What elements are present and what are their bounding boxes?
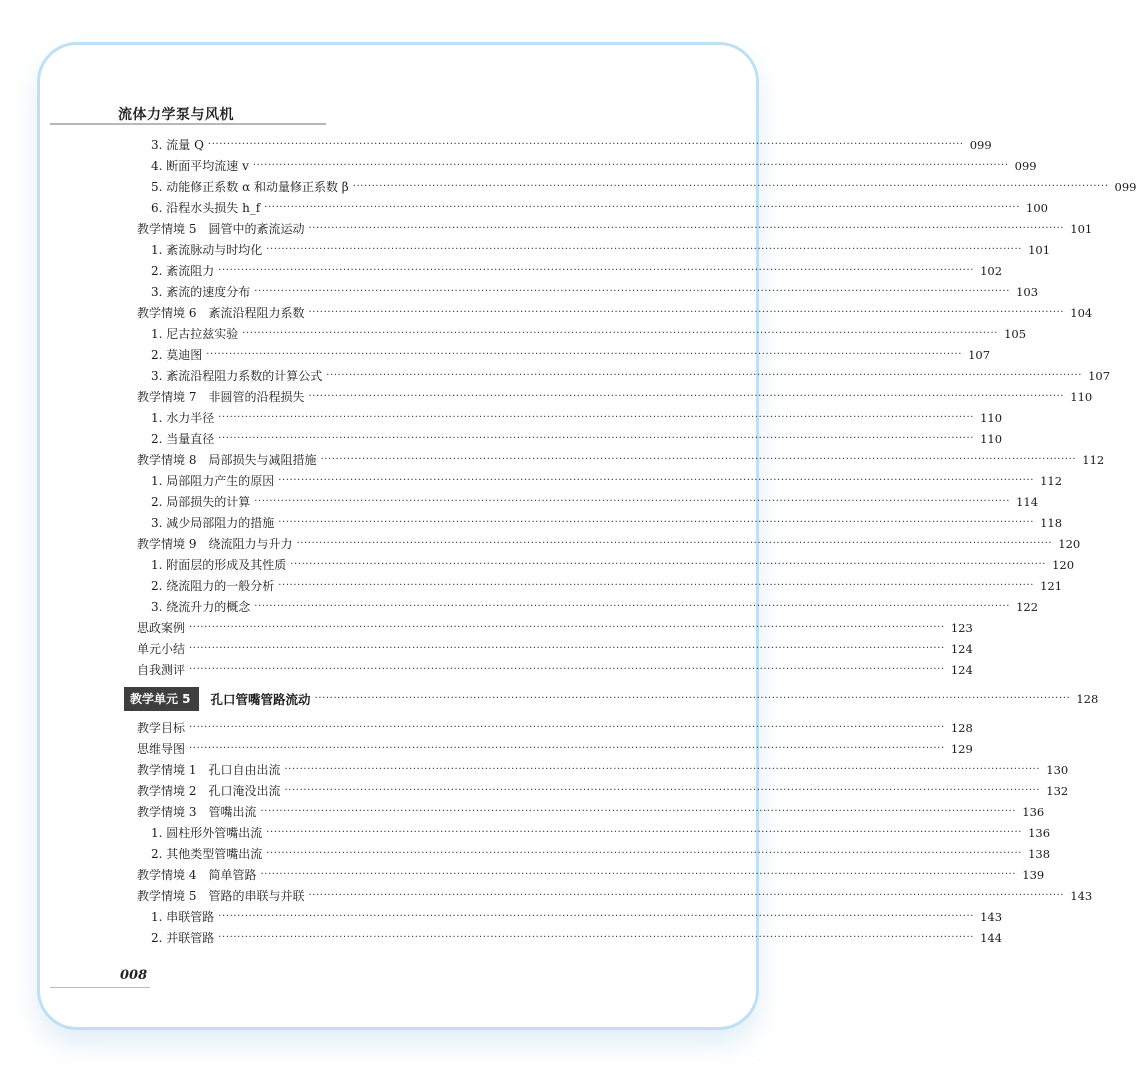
dot-leader: ········································································································································································································ <box>260 869 1017 880</box>
toc-entry-page: 105 <box>1004 326 1027 341</box>
toc-entry[interactable] <box>137 864 1045 885</box>
toc-entry-label: 教学情境 9 绕流阻力与升力 <box>137 537 293 551</box>
toc-entry[interactable] <box>137 843 1051 864</box>
toc-entry-page: 110 <box>980 431 1003 446</box>
toc-entry[interactable] <box>137 491 1039 512</box>
toc-entry-page: 099 <box>969 137 992 152</box>
toc-entry-label: 教学目标 <box>137 721 186 735</box>
dot-leader: ········································································································································································································ <box>254 286 1011 297</box>
toc-entry-label: 3. 紊流的速度分布 <box>151 285 251 299</box>
toc-entry[interactable] <box>137 281 1039 302</box>
toc-entry-label: 1. 尼古拉兹实验 <box>151 327 239 341</box>
toc-entry-label: 教学情境 2 孔口淹没出流 <box>137 784 281 798</box>
toc-entry[interactable] <box>137 759 1069 780</box>
toc-entry-page: 110 <box>1070 389 1093 404</box>
dot-leader: ········································································································································································································ <box>290 559 1047 570</box>
toc-entry-page: 120 <box>1052 557 1075 572</box>
dot-leader: ········································································································································································································ <box>308 223 1065 234</box>
dot-leader: ········································································································································································································ <box>284 764 1041 775</box>
toc-entry-page: 132 <box>1046 783 1069 798</box>
dot-leader: ········································································································································································································ <box>189 643 945 654</box>
toc-entry[interactable] <box>137 134 992 155</box>
toc-entry-page: 114 <box>1016 494 1039 509</box>
toc-entry[interactable] <box>137 344 991 365</box>
dot-leader: ········································································································································································································ <box>264 202 1020 213</box>
dot-leader: ········································································································································································································ <box>352 181 1109 192</box>
unit-badge: 教学单元 5 <box>124 687 199 711</box>
toc-entry-page: 136 <box>1022 804 1045 819</box>
toc-entry-page: 139 <box>1022 867 1045 882</box>
toc-entry[interactable] <box>137 596 1039 617</box>
toc-entry[interactable] <box>137 218 1093 239</box>
toc-entry-page: 103 <box>1016 284 1039 299</box>
toc-entry-page: 110 <box>980 410 1003 425</box>
toc-entry-label: 1. 串联管路 <box>151 910 215 924</box>
toc-entry-label: 教学情境 5 管路的串联与并联 <box>137 889 305 903</box>
toc-entry-page: 099 <box>1014 158 1037 173</box>
toc-entry-page: 101 <box>1070 221 1093 236</box>
toc-entry-page: 123 <box>950 620 973 635</box>
toc-entry-page: 112 <box>1040 473 1063 488</box>
toc-entry[interactable] <box>137 260 1003 281</box>
toc-entry-page: 128 <box>1076 691 1099 706</box>
toc-entry-label: 2. 局部损失的计算 <box>151 495 251 509</box>
toc-entry-label: 自我测评 <box>137 663 186 677</box>
toc-entry-label: 2. 并联管路 <box>151 931 215 945</box>
toc-entry-page: 102 <box>980 263 1003 278</box>
dot-leader: ········································································································································································································ <box>308 307 1065 318</box>
dot-leader: ········································································································································································································ <box>218 265 975 276</box>
toc-entry-label: 5. 动能修正系数 α 和动量修正系数 β <box>151 180 349 194</box>
toc-entry[interactable] <box>137 927 1003 948</box>
dot-leader: ········································································································································································································ <box>218 911 975 922</box>
toc-entry[interactable] <box>137 717 973 738</box>
page-number: 008 <box>120 968 148 983</box>
toc-entry-label: 3. 减少局部阻力的措施 <box>151 516 275 530</box>
toc-entry-label: 6. 沿程水头损失 h_f <box>151 201 261 215</box>
toc-entry-label: 2. 其他类型管嘴出流 <box>151 847 263 861</box>
toc-entry-label: 孔口管嘴管路流动 <box>210 691 311 707</box>
dot-leader: ········································································································································································································ <box>320 454 1077 465</box>
footer-rule <box>50 987 150 988</box>
toc-entry-label: 单元小结 <box>137 642 186 656</box>
toc-entry[interactable] <box>137 906 1003 927</box>
toc-entry-label: 2. 紊流阻力 <box>151 264 215 278</box>
toc-entry-page: 100 <box>1026 200 1048 215</box>
toc-entry[interactable] <box>137 533 1081 554</box>
dot-leader: ········································································································································································································ <box>284 785 1041 796</box>
toc-entry[interactable] <box>137 659 973 680</box>
dot-leader: ········································································································································································································ <box>218 932 975 943</box>
dot-leader: ········································································································································································································ <box>278 580 1035 591</box>
dot-leader: ········································································································································································································ <box>189 743 945 754</box>
toc-entry-page: 130 <box>1046 762 1069 777</box>
toc-entry-label: 1. 圆柱形外管嘴出流 <box>151 826 263 840</box>
toc-entry-label: 1. 附面层的形成及其性质 <box>151 558 287 572</box>
toc-entry-page: 138 <box>1028 846 1051 861</box>
toc-entry-page: 136 <box>1028 825 1051 840</box>
toc-entry[interactable] <box>137 239 1051 260</box>
toc-entry-page: 143 <box>980 909 1003 924</box>
toc-entry-page: 104 <box>1070 305 1093 320</box>
toc-entry-page: 107 <box>968 347 991 362</box>
dot-leader: ········································································································································································································ <box>242 328 999 339</box>
toc-entry[interactable] <box>137 638 973 659</box>
toc-unit-heading[interactable] <box>130 684 1099 713</box>
toc-entry[interactable] <box>137 512 1063 533</box>
dot-leader: ········································································································································································································ <box>266 827 1023 838</box>
toc-entry-page: 101 <box>1028 242 1051 257</box>
toc-entry-page: 143 <box>1070 888 1093 903</box>
toc-entry-label: 教学情境 1 孔口自由出流 <box>137 763 281 777</box>
dot-leader: ········································································································································································································ <box>314 693 1071 704</box>
toc-entry-label: 1. 紊流脉动与时均化 <box>151 243 263 257</box>
toc-entry-page: 121 <box>1040 578 1063 593</box>
dot-leader: ········································································································································································································ <box>254 496 1011 507</box>
toc-entry-label: 4. 断面平均流速 v <box>151 159 249 173</box>
toc-entry[interactable] <box>137 801 1045 822</box>
toc-entry[interactable] <box>137 738 973 759</box>
toc-entry-page: 118 <box>1040 515 1063 530</box>
dot-leader: ········································································································································································································ <box>207 139 964 150</box>
toc-entry-label: 1. 水力半径 <box>151 411 215 425</box>
toc-entry-label: 教学情境 3 管嘴出流 <box>137 805 257 819</box>
dot-leader: ········································································································································································································ <box>278 475 1035 486</box>
toc-entry-label: 3. 流量 Q <box>151 138 204 152</box>
toc-entry-page: 107 <box>1088 368 1111 383</box>
toc-entry[interactable] <box>137 176 1137 197</box>
toc-entry[interactable] <box>137 428 1003 449</box>
toc-entry[interactable] <box>137 302 1093 323</box>
toc-entry[interactable] <box>137 386 1093 407</box>
toc-entry-label: 2. 当量直径 <box>151 432 215 446</box>
toc-entry-page: 122 <box>1016 599 1039 614</box>
toc-entry-page: 112 <box>1082 452 1105 467</box>
toc-entry[interactable] <box>137 554 1075 575</box>
toc-entry[interactable] <box>137 470 1063 491</box>
toc-entry[interactable] <box>137 575 1063 596</box>
dot-leader: ········································································································································································································ <box>308 391 1065 402</box>
dot-leader: ········································································································································································································ <box>260 806 1017 817</box>
toc-entry[interactable] <box>137 617 973 638</box>
toc-entry-page: 124 <box>950 641 973 656</box>
toc-entry[interactable] <box>137 155 1037 176</box>
toc-entry-label: 教学情境 7 非圆管的沿程损失 <box>137 390 305 404</box>
dot-leader: ········································································································································································································ <box>254 601 1011 612</box>
toc-entry-label: 3. 紊流沿程阻力系数的计算公式 <box>151 369 323 383</box>
toc-entry-label: 教学情境 5 圆管中的紊流运动 <box>137 222 305 236</box>
toc-entry-page: 128 <box>950 720 973 735</box>
dot-leader: ········································································································································································································ <box>189 722 945 733</box>
toc-entry[interactable] <box>137 780 1069 801</box>
toc-entry[interactable] <box>137 323 1027 344</box>
running-head-title: 流体力学泵与风机 <box>118 107 234 123</box>
toc-entry-label: 2. 绕流阻力的一般分析 <box>151 579 275 593</box>
dot-leader: ········································································································································································································ <box>206 349 963 360</box>
dot-leader: ········································································································································································································ <box>266 244 1023 255</box>
toc-entry[interactable] <box>137 449 1105 470</box>
toc-entry-label: 教学情境 8 局部损失与减阻措施 <box>137 453 317 467</box>
dot-leader: ········································································································································································································ <box>189 622 945 633</box>
toc-entry[interactable] <box>137 365 1111 386</box>
dot-leader: ········································································································································································································ <box>326 370 1083 381</box>
toc-entry[interactable] <box>137 407 1003 428</box>
toc-entry-label: 2. 莫迪图 <box>151 348 203 362</box>
toc-entry-label: 3. 绕流升力的概念 <box>151 600 251 614</box>
toc-entry[interactable] <box>137 885 1093 906</box>
dot-leader: ········································································································································································································ <box>218 433 975 444</box>
toc-entry-page: 124 <box>950 662 973 677</box>
toc-entry-page: 120 <box>1058 536 1081 551</box>
dot-leader: ········································································································································································································ <box>266 848 1023 859</box>
dot-leader: ········································································································································································································ <box>296 538 1053 549</box>
header-rule <box>50 123 326 125</box>
dot-leader: ········································································································································································································ <box>278 517 1035 528</box>
toc-entry[interactable] <box>137 822 1051 843</box>
dot-leader: ········································································································································································································ <box>308 890 1065 901</box>
toc-entry-page: 099 <box>1114 179 1137 194</box>
toc-entry-label: 教学情境 4 简单管路 <box>137 868 257 882</box>
toc-entry-page: 129 <box>950 741 973 756</box>
toc-entry-label: 思维导图 <box>137 742 186 756</box>
toc-entry-label: 思政案例 <box>137 621 186 635</box>
toc-entry-label: 教学情境 6 紊流沿程阻力系数 <box>137 306 305 320</box>
dot-leader: ········································································································································································································ <box>189 664 945 675</box>
table-of-contents <box>130 134 1137 948</box>
dot-leader: ········································································································································································································ <box>218 412 975 423</box>
toc-entry-label: 1. 局部阻力产生的原因 <box>151 474 275 488</box>
dot-leader: ········································································································································································································ <box>252 160 1009 171</box>
toc-entry[interactable] <box>137 197 1048 218</box>
toc-entry-page: 144 <box>980 930 1003 945</box>
